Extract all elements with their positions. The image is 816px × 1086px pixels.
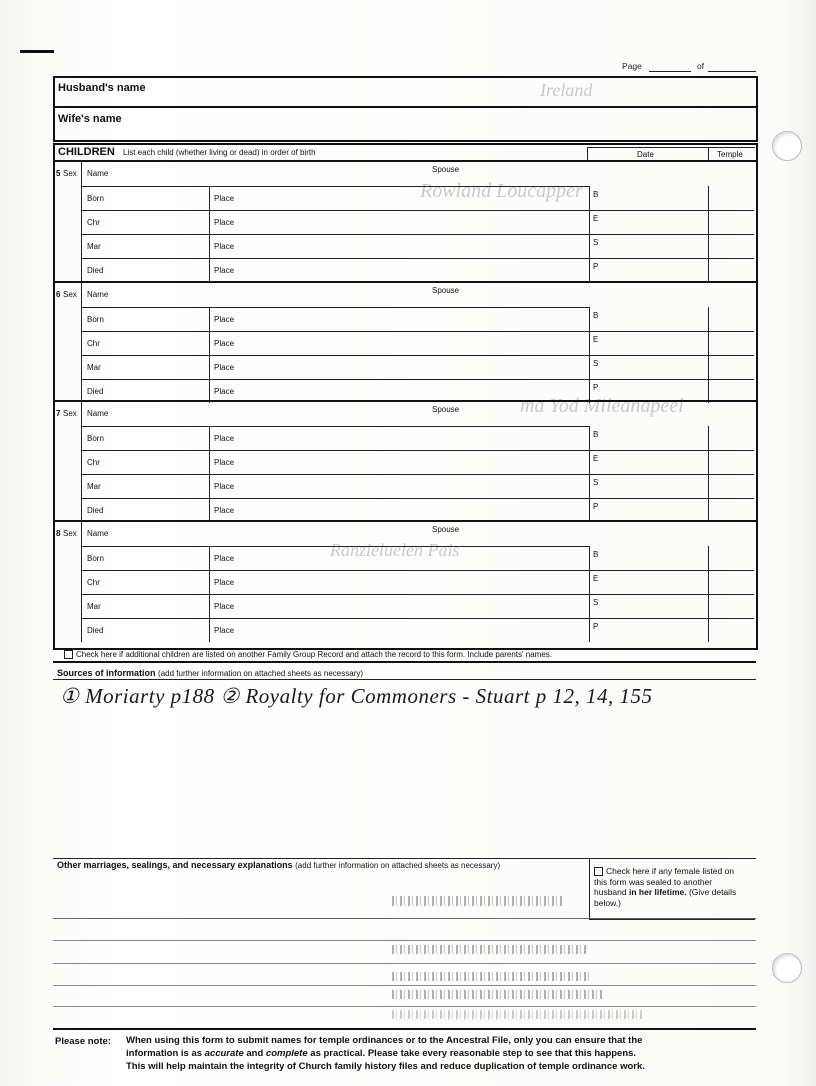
divider <box>53 281 756 283</box>
place-label: Place <box>214 363 235 372</box>
event-died-label: Died <box>87 387 104 396</box>
date-column-header: Date <box>637 150 654 159</box>
ordinance-b-temple-field[interactable] <box>711 310 751 328</box>
ordinance-e-temple-field[interactable] <box>711 334 751 352</box>
event-chr-place-field[interactable] <box>240 213 585 231</box>
event-mar-date-field[interactable] <box>110 597 205 615</box>
event-born-place-field[interactable] <box>240 310 585 328</box>
ordinance-e-label: E <box>593 574 599 583</box>
ordinance-s-label: S <box>593 478 599 487</box>
event-chr-place-field[interactable] <box>240 573 585 591</box>
copy-noise <box>392 1010 642 1019</box>
divider <box>53 400 756 402</box>
event-mar-label: Mar <box>87 602 101 611</box>
bleed-through-mark: Ireland <box>540 80 593 100</box>
divider <box>81 474 754 475</box>
divider <box>81 594 754 595</box>
ordinance-b-date-field[interactable] <box>602 549 702 567</box>
event-died-date-field[interactable] <box>110 621 205 639</box>
divider <box>81 450 754 451</box>
additional-children-checkbox[interactable] <box>64 650 73 659</box>
ordinance-b-date-field[interactable] <box>602 429 702 447</box>
event-chr-place-field[interactable] <box>240 334 585 352</box>
ordinance-b-date-field[interactable] <box>602 310 702 328</box>
page-label: Page <box>622 61 642 71</box>
ordinance-s-temple-field[interactable] <box>711 477 751 495</box>
event-died-label: Died <box>87 266 104 275</box>
event-mar-place-field[interactable] <box>240 358 585 376</box>
event-died-place-field[interactable] <box>240 501 585 519</box>
child-spouse-field[interactable] <box>470 524 750 542</box>
event-mar-date-field[interactable] <box>110 358 205 376</box>
place-label: Place <box>214 458 235 467</box>
ordinance-s-label: S <box>593 359 599 368</box>
divider <box>81 186 589 187</box>
divider <box>81 618 754 619</box>
event-born-label: Born <box>87 194 104 203</box>
event-born-date-field[interactable] <box>110 310 205 328</box>
copy-noise <box>392 990 602 999</box>
ordinance-s-date-field[interactable] <box>602 597 702 615</box>
child-name-field[interactable] <box>110 285 420 303</box>
ordinance-s-temple-field[interactable] <box>711 597 751 615</box>
child-number: 7 <box>56 409 61 418</box>
punch-hole-bottom <box>772 953 802 983</box>
ordinance-e-label: E <box>593 335 599 344</box>
event-died-place-field[interactable] <box>240 621 585 639</box>
ordinance-s-temple-field[interactable] <box>711 237 751 255</box>
event-born-label: Born <box>87 315 104 324</box>
temple-column-header: Temple <box>717 150 743 159</box>
place-label: Place <box>214 626 235 635</box>
page-number-line[interactable] <box>649 71 691 72</box>
place-label: Place <box>214 554 235 563</box>
place-label: Place <box>214 194 235 203</box>
ordinance-b-label: B <box>593 550 599 559</box>
children-instruction: List each child (whether living or dead) in order of birth <box>123 148 316 157</box>
event-mar-label: Mar <box>87 482 101 491</box>
additional-children-note[interactable]: Check here if additional children are listed on another Family Group Record and attach the record to this form. Include parents' names. <box>64 650 552 659</box>
ordinance-s-date-field[interactable] <box>602 358 702 376</box>
sex-label: Sex <box>63 169 77 178</box>
event-died-date-field[interactable] <box>110 261 205 279</box>
divider <box>53 679 756 680</box>
event-died-place-field[interactable] <box>240 382 585 400</box>
place-label: Place <box>214 506 235 515</box>
event-born-date-field[interactable] <box>110 429 205 447</box>
ordinance-p-date-field[interactable] <box>602 501 702 519</box>
event-died-label: Died <box>87 626 104 635</box>
ordinance-p-date-field[interactable] <box>602 621 702 639</box>
event-born-label: Born <box>87 554 104 563</box>
divider <box>81 283 82 403</box>
please-note-text: When using this form to submit names for temple ordinances or to the Ancestral File, only you can ensure that the information is as accurate and complete as practical. Please take every reasonable step to see that this happens. This will help maintain the integrity of Church family history files and reduce duplication of temple ordinance work. <box>126 1035 645 1072</box>
ordinance-e-date-field[interactable] <box>602 334 702 352</box>
divider <box>81 258 754 259</box>
name-label: Name <box>87 409 109 418</box>
divider <box>53 985 756 986</box>
divider <box>53 520 756 522</box>
sex-label: Sex <box>63 409 77 418</box>
child-spouse-field[interactable] <box>470 285 750 303</box>
place-label: Place <box>214 242 235 251</box>
divider <box>81 234 754 235</box>
event-chr-date-field[interactable] <box>110 573 205 591</box>
divider <box>81 210 754 211</box>
ordinance-b-temple-field[interactable] <box>711 429 751 447</box>
ordinance-p-date-field[interactable] <box>602 382 702 400</box>
divider <box>708 147 709 160</box>
ordinance-b-label: B <box>593 430 599 439</box>
event-mar-label: Mar <box>87 242 101 251</box>
ordinance-b-date-field[interactable] <box>602 189 702 207</box>
spouse-label: Spouse <box>432 405 460 414</box>
place-label: Place <box>214 602 235 611</box>
ordinance-s-label: S <box>593 238 599 247</box>
event-died-date-field[interactable] <box>110 382 205 400</box>
event-mar-place-field[interactable] <box>240 477 585 495</box>
place-label: Place <box>214 578 235 587</box>
event-mar-place-field[interactable] <box>240 237 585 255</box>
ordinance-p-label: P <box>593 262 599 271</box>
event-mar-date-field[interactable] <box>110 237 205 255</box>
ordinance-s-date-field[interactable] <box>602 477 702 495</box>
event-chr-label: Chr <box>87 218 100 227</box>
ordinance-p-temple-field[interactable] <box>711 382 751 400</box>
event-chr-place-field[interactable] <box>240 453 585 471</box>
divider <box>81 522 82 642</box>
ordinance-e-temple-field[interactable] <box>711 573 751 591</box>
divider <box>53 160 756 162</box>
divider <box>53 1006 756 1007</box>
ordinance-b-label: B <box>593 311 599 320</box>
divider <box>81 498 754 499</box>
ordinance-e-date-field[interactable] <box>602 453 702 471</box>
event-mar-date-field[interactable] <box>110 477 205 495</box>
page-of-label: of <box>697 61 705 71</box>
event-chr-date-field[interactable] <box>110 334 205 352</box>
ordinance-e-date-field[interactable] <box>602 573 702 591</box>
wife-name-field[interactable] <box>180 110 740 132</box>
divider <box>81 355 754 356</box>
wife-name-label: Wife's name <box>58 113 122 125</box>
copy-noise <box>392 972 592 981</box>
spouse-label: Spouse <box>432 525 460 534</box>
ordinance-s-date-field[interactable] <box>602 237 702 255</box>
event-born-place-field[interactable] <box>240 189 585 207</box>
divider <box>53 1028 756 1030</box>
divider <box>81 162 82 282</box>
divider <box>81 331 754 332</box>
child-name-field[interactable] <box>110 524 420 542</box>
event-chr-label: Chr <box>87 578 100 587</box>
event-died-date-field[interactable] <box>110 501 205 519</box>
event-mar-label: Mar <box>87 363 101 372</box>
ordinance-s-label: S <box>593 598 599 607</box>
event-born-date-field[interactable] <box>110 189 205 207</box>
copy-noise <box>392 896 562 906</box>
sex-label: Sex <box>63 290 77 299</box>
place-label: Place <box>214 218 235 227</box>
event-chr-date-field[interactable] <box>110 213 205 231</box>
child-number: 5 <box>56 169 61 178</box>
place-label: Place <box>214 434 235 443</box>
bleed-through-mark: Rowland Loucapper <box>420 180 583 202</box>
event-mar-place-field[interactable] <box>240 597 585 615</box>
name-label: Name <box>87 529 109 538</box>
divider <box>81 307 589 308</box>
female-sealed-note[interactable]: Check here if any female listed on this form was sealed to another husband in her lifetime. (Give details below.) <box>594 866 737 908</box>
sex-label: Sex <box>63 529 77 538</box>
child-name-field[interactable] <box>110 404 420 422</box>
ordinance-p-date-field[interactable] <box>602 261 702 279</box>
event-chr-label: Chr <box>87 458 100 467</box>
child-name-field[interactable] <box>110 164 420 182</box>
event-born-place-field[interactable] <box>240 549 585 567</box>
event-born-date-field[interactable] <box>110 549 205 567</box>
child-spouse-field[interactable] <box>470 164 750 182</box>
ordinance-p-label: P <box>593 622 599 631</box>
children-label: CHILDREN <box>58 146 115 158</box>
event-born-label: Born <box>87 434 104 443</box>
divider <box>53 940 756 941</box>
divider <box>53 963 756 964</box>
husband-name-label: Husband's name <box>58 82 146 94</box>
divider <box>81 402 82 522</box>
ordinance-e-date-field[interactable] <box>602 213 702 231</box>
ordinance-s-temple-field[interactable] <box>711 358 751 376</box>
ordinance-e-temple-field[interactable] <box>711 453 751 471</box>
husband-name-field[interactable] <box>180 80 740 102</box>
sources-handwriting[interactable]: ① Moriarty p188 ② Royalty for Commoners - Stuart p 12, 14, 155 <box>60 684 653 708</box>
child-number: 8 <box>56 529 61 538</box>
ordinance-b-label: B <box>593 190 599 199</box>
sources-field[interactable] <box>53 710 756 858</box>
punch-hole-top <box>772 131 802 161</box>
spouse-label: Spouse <box>432 286 460 295</box>
ordinance-p-temple-field[interactable] <box>711 501 751 519</box>
other-marriages-heading: Other marriages, sealings, and necessary explanations (add further information on attached sheets as necessary) <box>57 860 501 870</box>
place-label: Place <box>214 266 235 275</box>
name-label: Name <box>87 290 109 299</box>
divider <box>81 570 754 571</box>
ordinance-b-temple-field[interactable] <box>711 549 751 567</box>
please-note-label: Please note: <box>55 1036 111 1047</box>
name-label: Name <box>87 169 109 178</box>
sources-heading: Sources of information (add further information on attached sheets as necessary) <box>57 668 364 678</box>
page-total-line[interactable] <box>708 71 756 72</box>
ordinance-p-label: P <box>593 383 599 392</box>
ordinance-e-temple-field[interactable] <box>711 213 751 231</box>
event-died-label: Died <box>87 506 104 515</box>
divider <box>81 426 589 427</box>
ordinance-p-temple-field[interactable] <box>711 261 751 279</box>
place-label: Place <box>214 339 235 348</box>
divider <box>81 546 589 547</box>
copy-noise <box>392 945 588 954</box>
ordinance-e-label: E <box>593 454 599 463</box>
divider <box>53 106 756 108</box>
child-spouse-field[interactable] <box>470 404 750 422</box>
ordinance-e-label: E <box>593 214 599 223</box>
divider <box>53 918 756 919</box>
female-sealed-checkbox[interactable] <box>594 867 603 876</box>
event-chr-date-field[interactable] <box>110 453 205 471</box>
event-born-place-field[interactable] <box>240 429 585 447</box>
place-label: Place <box>214 482 235 491</box>
spouse-label: Spouse <box>432 165 460 174</box>
bleed-through-mark: ma Yod Mileanapeel <box>520 395 684 417</box>
event-chr-label: Chr <box>87 339 100 348</box>
bleed-through-mark: Ranzieluelen Pais <box>330 540 460 560</box>
ordinance-p-temple-field[interactable] <box>711 621 751 639</box>
divider <box>53 661 756 663</box>
place-label: Place <box>214 315 235 324</box>
ordinance-p-label: P <box>593 502 599 511</box>
event-died-place-field[interactable] <box>240 261 585 279</box>
child-number: 6 <box>56 290 61 299</box>
corner-mark <box>20 50 54 53</box>
divider <box>81 379 754 380</box>
ordinance-b-temple-field[interactable] <box>711 189 751 207</box>
place-label: Place <box>214 387 235 396</box>
